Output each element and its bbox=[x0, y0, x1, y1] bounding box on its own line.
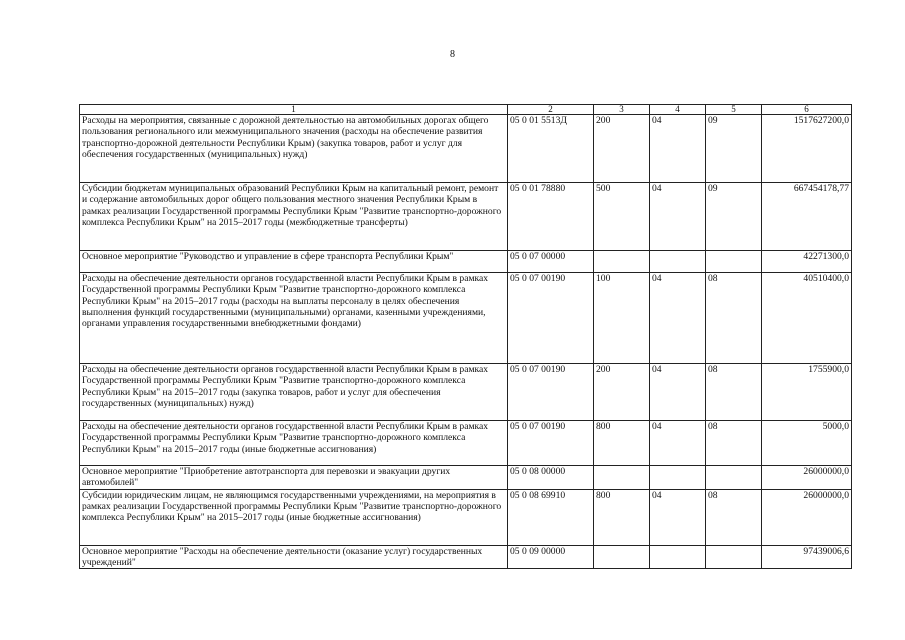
row-budget-code: 05 0 07 00190 bbox=[508, 273, 594, 364]
row-amount: 40510400,0 bbox=[762, 273, 852, 364]
row-subsection: 09 bbox=[706, 115, 762, 183]
row-subsection: 09 bbox=[706, 183, 762, 251]
row-expense-type: 800 bbox=[594, 421, 650, 466]
row-description: Субсидии бюджетам муниципальных образований Республики Крым на капитальный ремонт, ремонт и содержание автомобильных дорог общего пользования местного значения Республики Крым в рамках реализации Государственной программы Республики Крым "Развитие транспортно-дорожного комплекса Республики Крым" на 2015–2017 годы (межбюджетные трансферты) bbox=[80, 183, 508, 251]
column-header: 5 bbox=[706, 105, 762, 115]
row-section bbox=[650, 466, 706, 490]
row-amount: 1755900,0 bbox=[762, 364, 852, 421]
row-description: Основное мероприятие "Приобретение автотранспорта для перевозки и эвакуации других автомобилей" bbox=[80, 466, 508, 490]
row-subsection: 08 bbox=[706, 489, 762, 545]
row-section: 04 bbox=[650, 489, 706, 545]
table-row bbox=[80, 183, 852, 251]
row-expense-type bbox=[594, 251, 650, 273]
row-amount: 97439006,6 bbox=[762, 545, 852, 569]
table-row bbox=[80, 115, 852, 183]
column-header: 3 bbox=[594, 105, 650, 115]
row-expense-type: 200 bbox=[594, 115, 650, 183]
row-expense-type: 100 bbox=[594, 273, 650, 364]
column-header: 1 bbox=[80, 105, 508, 115]
column-header: 2 bbox=[508, 105, 594, 115]
row-section bbox=[650, 545, 706, 569]
row-budget-code: 05 0 01 78880 bbox=[508, 183, 594, 251]
table-row bbox=[80, 489, 852, 545]
row-expense-type: 500 bbox=[594, 183, 650, 251]
budget-table bbox=[79, 104, 852, 569]
row-description: Основное мероприятие "Руководство и управление в сфере транспорта Республики Крым" bbox=[80, 251, 508, 273]
row-amount: 1517627200,0 bbox=[762, 115, 852, 183]
row-section bbox=[650, 251, 706, 273]
row-budget-code: 05 0 09 00000 bbox=[508, 545, 594, 569]
row-description: Расходы на обеспечение деятельности органов государственной власти Республики Крым в рамках Государственной программы Республики Крым "Развитие транспортно-дорожного комплекса Республики Крым" на 2015–2017 годы (расходы на выплаты персоналу в целях обеспечения выполнения функций государственными (муниципальными) органами, казенными учреждениями, органами управления государственными внебюджетными фондами) bbox=[80, 273, 508, 364]
row-description: Расходы на мероприятия, связанные с дорожной деятельностью на автомобильных дорогах общего пользования регионального или межмуниципального значения (расходы на обеспечение развития транспортно-дорожной деятельности Республики Крым) (закупка товаров, работ и услуг для обеспечения государственных (муниципальных) нужд) bbox=[80, 115, 508, 183]
row-budget-code: 05 0 07 00000 bbox=[508, 251, 594, 273]
row-subsection bbox=[706, 466, 762, 490]
row-description: Расходы на обеспечение деятельности органов государственной власти Республики Крым в рамках Государственной программы Республики Крым "Развитие транспортно-дорожного комплекса Республики Крым" на 2015–2017 годы (закупка товаров, работ и услуг для обеспечения государственных (муниципальных) нужд) bbox=[80, 364, 508, 421]
row-amount: 667454178,77 bbox=[762, 183, 852, 251]
row-amount: 42271300,0 bbox=[762, 251, 852, 273]
row-amount: 5000,0 bbox=[762, 421, 852, 466]
row-expense-type: 200 bbox=[594, 364, 650, 421]
table-row bbox=[80, 364, 852, 421]
row-section: 04 bbox=[650, 273, 706, 364]
row-section: 04 bbox=[650, 115, 706, 183]
column-header: 6 bbox=[762, 105, 852, 115]
row-budget-code: 05 0 01 5513Д bbox=[508, 115, 594, 183]
row-amount: 26000000,0 bbox=[762, 489, 852, 545]
row-budget-code: 05 0 08 00000 bbox=[508, 466, 594, 490]
page-number: 8 bbox=[450, 49, 455, 60]
row-subsection bbox=[706, 545, 762, 569]
table-row bbox=[80, 545, 852, 569]
row-subsection: 08 bbox=[706, 273, 762, 364]
table-row bbox=[80, 466, 852, 490]
row-expense-type bbox=[594, 545, 650, 569]
row-expense-type bbox=[594, 466, 650, 490]
row-section: 04 bbox=[650, 421, 706, 466]
row-expense-type: 800 bbox=[594, 489, 650, 545]
row-section: 04 bbox=[650, 364, 706, 421]
table-header-row bbox=[80, 105, 852, 115]
row-budget-code: 05 0 07 00190 bbox=[508, 364, 594, 421]
table-row bbox=[80, 251, 852, 273]
column-header: 4 bbox=[650, 105, 706, 115]
row-budget-code: 05 0 08 69910 bbox=[508, 489, 594, 545]
row-description: Расходы на обеспечение деятельности органов государственной власти Республики Крым в рамках Государственной программы Республики Крым "Развитие транспортно-дорожного комплекса Республики Крым" на 2015–2017 годы (иные бюджетные ассигнования) bbox=[80, 421, 508, 466]
row-subsection: 08 bbox=[706, 364, 762, 421]
row-description: Основное мероприятие "Расходы на обеспечение деятельности (оказание услуг) государственных учреждений" bbox=[80, 545, 508, 569]
table-row bbox=[80, 273, 852, 364]
row-description: Субсидии юридическим лицам, не являющимся государственными учреждениями, на мероприятия в рамках реализации Государственной программы Республики Крым "Развитие транспортно-дорожного комплекса Республики Крым" на 2015–2017 годы (иные бюджетные ассигнования) bbox=[80, 489, 508, 545]
row-subsection: 08 bbox=[706, 421, 762, 466]
row-subsection bbox=[706, 251, 762, 273]
row-amount: 26000000,0 bbox=[762, 466, 852, 490]
row-section: 04 bbox=[650, 183, 706, 251]
row-budget-code: 05 0 07 00190 bbox=[508, 421, 594, 466]
table-row bbox=[80, 421, 852, 466]
